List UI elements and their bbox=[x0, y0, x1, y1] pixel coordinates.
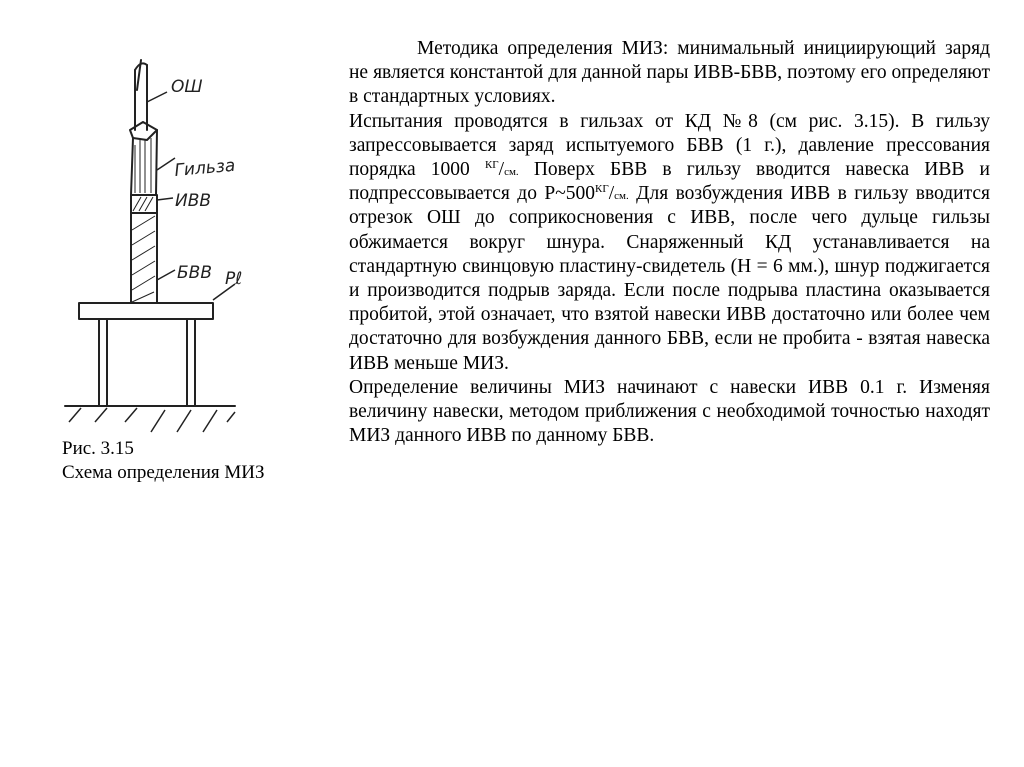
unit-cm-1: см. bbox=[504, 166, 519, 179]
paragraph-determination: Определение величины МИЗ начинают с навески ИВВ 0.1 г. Изменяя величину навески, методом приближения с необходимой точностью находят МИЗ данного ИВВ по данному БВВ. bbox=[349, 376, 990, 447]
test-setup-diagram bbox=[55, 30, 245, 440]
witness-plate bbox=[79, 303, 213, 319]
label-plate: Pℓ bbox=[225, 269, 243, 289]
label-gilza: Гильза bbox=[173, 155, 237, 181]
label-osh: ОШ bbox=[171, 77, 203, 97]
procedure-text-2: Поверх БВВ в гильзу вводится навеска ИВВ и подпрессовывается до Р~500 bbox=[349, 159, 990, 205]
unit-kg-2: КГ bbox=[595, 183, 609, 196]
paragraph-method: Методика определения МИЗ: минимальный инициирующий заряд не является константой для данной пары ИВВ-БВВ, поэтому его определяют в стандартных условиях. bbox=[349, 38, 990, 108]
procedure-text-1: Испытания проводятся в гильзах от КД №8 (см рис. 3.15). В гильзу запрессовывается заряд испытуемого БВВ (1 г.), давление прессования порядка 1000 bbox=[349, 110, 990, 181]
body-text bbox=[349, 37, 990, 448]
detonating-cord bbox=[135, 60, 147, 130]
support-legs bbox=[99, 319, 195, 405]
unit-slash-2: / bbox=[608, 183, 615, 205]
procedure-text-3: Для возбуждения ИВВ в гильзу вводится отрезок ОШ до соприкосновения с ИВВ, после чего дульце гильзы обжимается вокруг шнура. Снаряженный КД устанавливается на стандартную свинцовую пластину-свидетель (Н = 6 мм.), шнур поджигается и производится подрыв заряда. Если после подрыва пластина оказывается пробитой, этой означает, что взятой навески ИВВ достаточно или более чем достаточно для возбуждения данного БВВ, если не пробита - взятая навеска ИВВ меньше МИЗ. bbox=[349, 183, 990, 374]
label-bvv: БВВ bbox=[177, 263, 212, 283]
figure-title: Схема определения МИЗ bbox=[62, 462, 265, 483]
figure-caption bbox=[62, 437, 265, 485]
figure-number: Рис. 3.15 bbox=[62, 438, 134, 459]
unit-cm-2: см. bbox=[614, 190, 629, 203]
unit-slash-1: / bbox=[498, 159, 505, 181]
unit-kg-1: КГ bbox=[484, 159, 499, 172]
paragraph-procedure bbox=[349, 110, 990, 376]
label-ivv: ИВВ bbox=[175, 191, 212, 211]
